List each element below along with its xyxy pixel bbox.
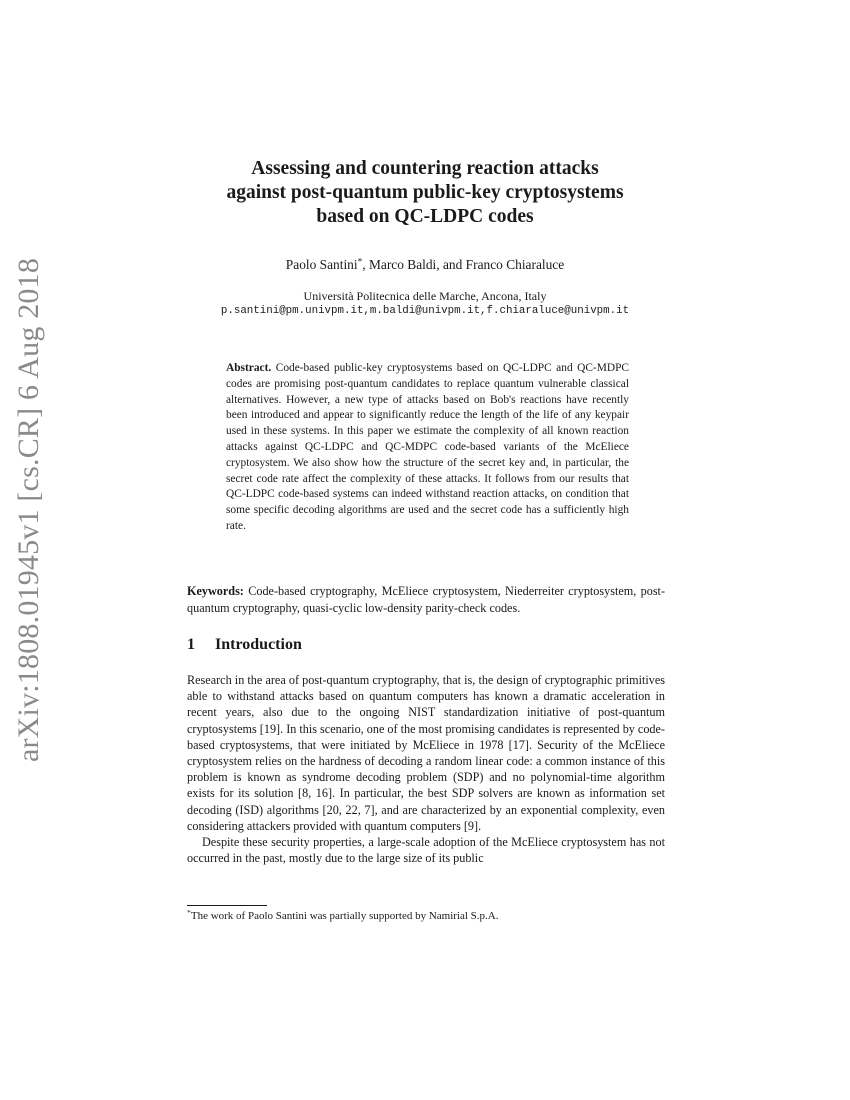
abstract-text: Code-based public-key cryptosystems based on QC-LDPC and QC-MDPC codes are promising post-quantum candidates to replace quantum vulnerable classical alternatives. However, a new type of attacks based on Bob's reactions have recently been introduced and appear to significantly reduce the length of the life of any keypair used in these systems. In this paper we estimate the complexity of all known reaction attacks against QC-LDPC and QC-MDPC code-based variants of the McEliece cryptosystem. We also show how the structure of the secret key and, in particular, the secret code rate affect the complexity of these attacks. It follows from our results that QC-LDPC code-based systems can indeed withstand reaction attacks, on condition that some specific decoding algorithms are used and the secret code has a sufficiently high rate. (226, 362, 629, 532)
footnote-mark: * (187, 908, 191, 918)
keywords-text: Code-based cryptography, McEliece cryptosystem, Niederreiter cryptosystem, post-quantum cryptography, quasi-cyclic low-density parity-check codes. (187, 584, 666, 615)
footnote-divider (187, 905, 267, 906)
introduction-body (187, 672, 665, 866)
title-line: based on QC-LDPC codes (316, 206, 534, 227)
paper-title (150, 157, 700, 229)
abstract (226, 361, 629, 535)
affiliation: Università Politecnica delle Marche, Ancona, Italy (303, 289, 547, 303)
footnote (187, 909, 665, 923)
section-number: 1 (187, 636, 195, 653)
paragraph: Research in the area of post-quantum cryptography, that is, the design of cryptographic primitives able to withstand attacks based on quantum computers has known a dramatic acceleration in recent years, also due to the ongoing NIST standardization initiative of post-quantum cryptosystems [19]. In this scenario, one of the most promising candidates is represented by code-based cryptosystems, that were initiated by McEliece in 1978 [17]. Security of the McEliece cryptosystem relies on the hardness of decoding a random linear code: a common instance of this problem is known as syndrome decoding problem (SDP) and no polynomial-time algorithm exists for its solution [8, 16]. In particular, the best SDP solvers are known as information set decoding (ISD) algorithms [20, 22, 7], and are characterized by an exponential complexity, even considering attackers provided with quantum computers [9]. (187, 673, 665, 833)
title-line: Assessing and countering reaction attacks (251, 158, 599, 179)
author-emails: p.santini@pm.univpm.it,m.baldi@univpm.it,f.chiaraluce@univpm.it (220, 305, 630, 317)
paragraph: Despite these security properties, a large-scale adoption of the McEliece cryptosystem has not occurred in the past, mostly due to the large size of its public (187, 835, 665, 866)
section-title: Introduction (215, 636, 302, 653)
abstract-label: Abstract. (226, 362, 272, 374)
author-first: Paolo Santini (285, 257, 358, 272)
author-footnote-mark: * (357, 257, 363, 268)
footnote-text: The work of Paolo Santini was partially supported by Namirial S.p.A. (190, 910, 499, 922)
author-list (150, 257, 700, 273)
author-rest: , Marco Baldi, and Franco Chiaraluce (362, 257, 565, 272)
arxiv-identifier-stamp (7, 257, 51, 763)
section-heading (187, 636, 302, 654)
keywords (187, 583, 665, 616)
title-line: against post-quantum public-key cryptosystems (226, 182, 624, 203)
keywords-label: Keywords: (187, 584, 244, 598)
arxiv-identifier-text: arXiv:1808.01945v1 [cs.CR] 6 Aug 2018 (12, 257, 46, 763)
